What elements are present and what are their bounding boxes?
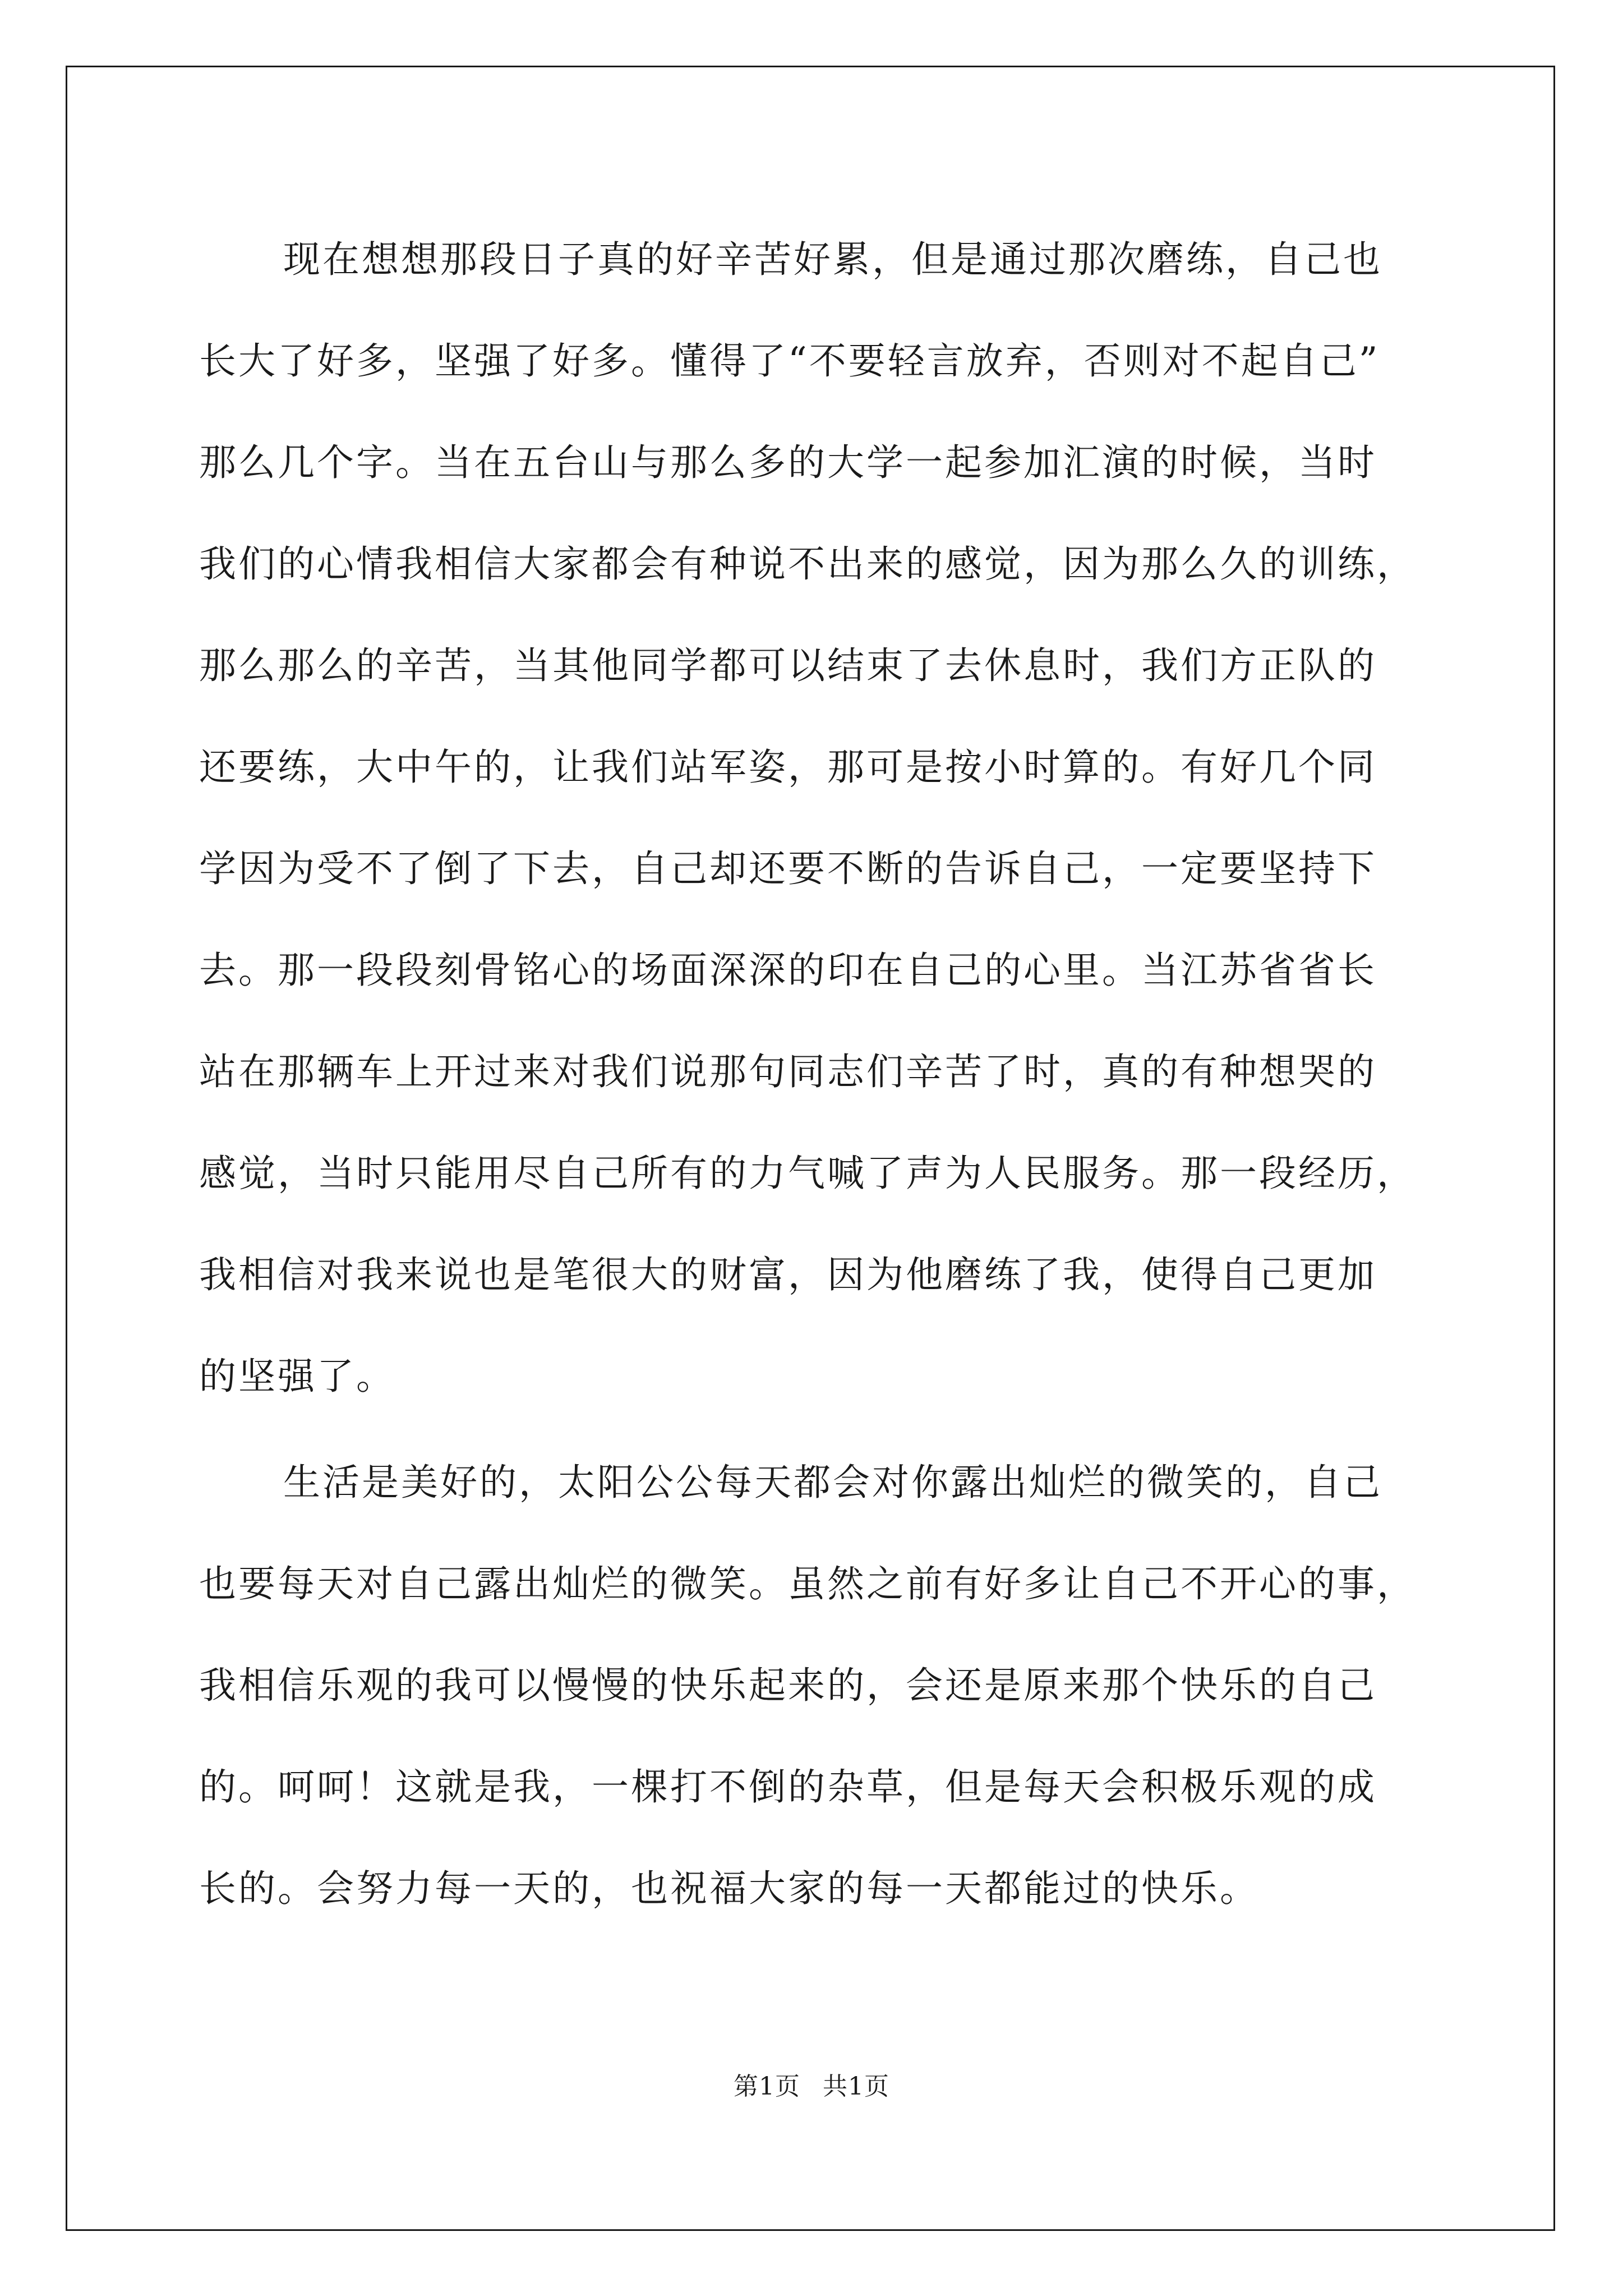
paragraph-line: 我相信乐观的我可以慢慢的快乐起来的，会还是原来那个快乐的自己 (199, 1664, 1377, 1707)
paragraph-line: 现在想想那段日子真的好辛苦好累，但是通过那次磨练，自己也 (283, 238, 1382, 281)
page-total: 共1页 (823, 2072, 889, 2101)
paragraph-line: 也要每天对自己露出灿烂的微笑。虽然之前有好多让自己不开心的事， (199, 1562, 1416, 1605)
paragraph-line: 长大了好多，坚强了好多。懂得了“不要轻言放弃，否则对不起自己” (199, 339, 1380, 383)
paragraph-line: 生活是美好的，太阳公公每天都会对你露出灿烂的微笑的，自己 (283, 1461, 1382, 1504)
paragraph-line: 那么几个字。当在五台山与那么多的大学一起参加汇演的时候，当时 (199, 441, 1377, 484)
paragraph-line: 感觉，当时只能用尽自己所有的力气喊了声为人民服务。那一段经历， (199, 1152, 1416, 1195)
paragraph-line: 学因为受不了倒了下去，自己却还要不断的告诉自己，一定要坚持下 (199, 847, 1377, 890)
paragraph-line: 那么那么的辛苦，当其他同学都可以结束了去休息时，我们方正队的 (199, 644, 1377, 687)
paragraph-line: 去。那一段段刻骨铭心的场面深深的印在自己的心里。当江苏省省长 (199, 949, 1377, 992)
paragraph-line: 的。呵呵！这就是我，一棵打不倒的杂草，但是每天会积极乐观的成 (199, 1765, 1377, 1809)
paragraph-1 (199, 209, 1433, 1427)
page-footer (0, 2070, 1623, 2104)
page-number: 第1页 (734, 2072, 800, 2101)
paragraph-line: 我们的心情我相信大家都会有种说不出来的感觉，因为那么久的训练， (199, 542, 1416, 586)
paragraph-line: 还要练，大中午的，让我们站军姿，那可是按小时算的。有好几个同 (199, 746, 1377, 789)
paragraph-spacing (199, 1427, 1433, 1432)
paragraph-line: 长的。会努力每一天的，也祝福大家的每一天都能过的快乐。 (199, 1867, 1259, 1910)
paragraph-line: 我相信对我来说也是笔很大的财富，因为他磨练了我，使得自己更加 (199, 1253, 1377, 1296)
paragraph-line: 站在那辆车上开过来对我们说那句同志们辛苦了时，真的有种想哭的 (199, 1050, 1377, 1093)
paragraph-2 (199, 1432, 1433, 1939)
paragraph-line: 的坚强了。 (199, 1355, 395, 1398)
document-body (199, 209, 1433, 1939)
